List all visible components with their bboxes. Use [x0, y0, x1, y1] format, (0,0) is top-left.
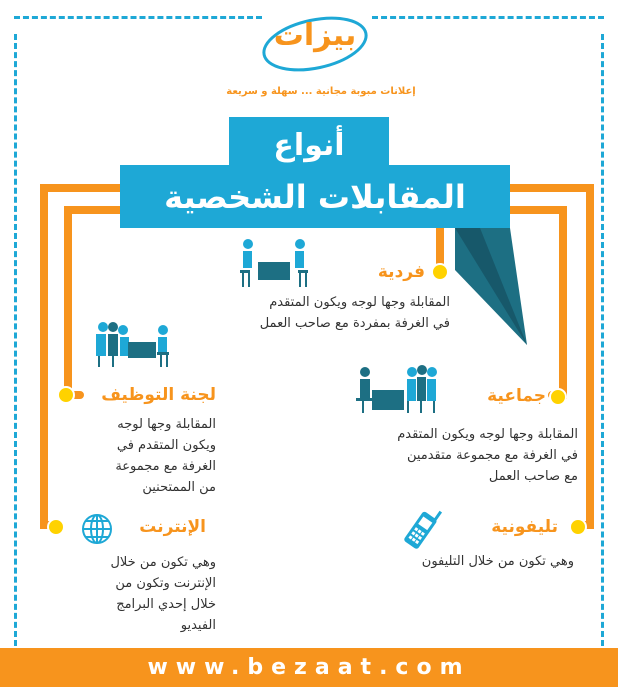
phone-icon — [403, 503, 443, 550]
individual-text — [150, 292, 450, 334]
individual-line: المقابلة وجها لوجه ويكون المتقدم — [269, 295, 450, 310]
internet-line: الإنترنت وتكون من — [115, 576, 216, 591]
group-line: المقابلة وجها لوجه ويكون المتقدم — [397, 427, 578, 442]
footer-url[interactable]: www.bezaat.com — [147, 655, 471, 680]
individual-heading: فردية — [377, 262, 425, 282]
group-line: في الغرفة مع مجموعة متقدمين — [406, 448, 578, 463]
group-line: مع صاحب العمل — [488, 469, 578, 484]
people-table-icon — [240, 239, 308, 287]
title-line-2: المقابلات الشخصية — [164, 178, 466, 216]
phone-line: وهي تكون من خلال التليفون — [421, 554, 574, 569]
committee-line: ويكون المتقدم في — [116, 438, 216, 453]
group-text — [288, 424, 578, 487]
phone-heading: تليفونية — [491, 517, 558, 537]
committee-line: من الممتحنين — [142, 480, 216, 495]
internet-line: الفيديو — [180, 618, 216, 633]
committee-heading: لجنة التوظيف — [101, 385, 216, 405]
internet-line: خلال إحدي البرامج — [116, 597, 216, 612]
group-icon — [356, 365, 437, 413]
internet-heading: الإنترنت — [139, 517, 206, 537]
brand-logo: بيزات — [273, 18, 357, 53]
individual-line: في الغرفة بمفردة مع صاحب العمل — [259, 316, 450, 331]
committee-text — [46, 414, 216, 498]
internet-line: وهي تكون من خلال — [110, 555, 216, 570]
committee-line: الغرفة مع مجموعة — [115, 459, 216, 474]
phone-text — [314, 551, 574, 572]
committee-line: المقابلة وجها لوجه — [117, 417, 216, 432]
title-line-1: أنواع — [273, 128, 345, 163]
brand-tagline: إعلانات مبوبة مجانية ... سهلة و سريعة — [226, 86, 416, 97]
globe-icon — [83, 515, 111, 543]
group-heading: جماعية — [487, 386, 546, 406]
internet-text — [46, 552, 216, 636]
